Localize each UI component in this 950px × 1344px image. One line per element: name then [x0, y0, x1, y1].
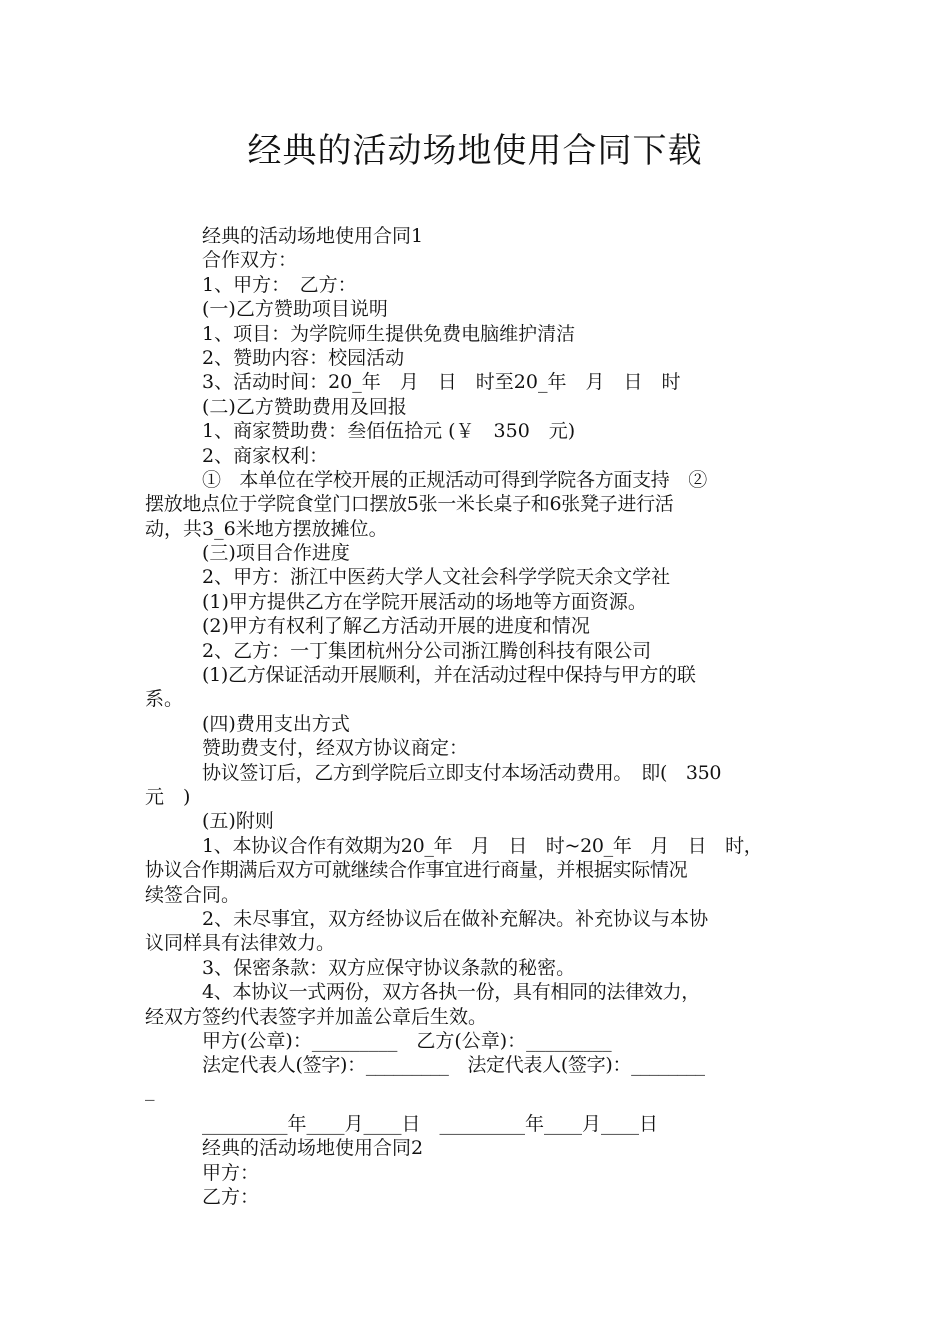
- paragraph-line: 动，共3_6米地方摆放摊位。: [145, 517, 388, 540]
- paragraph-line: 经双方签约代表签字并加盖公章后生效。: [145, 1005, 488, 1028]
- paragraph-line: (三)项目合作进度: [202, 542, 350, 565]
- paragraph-line: 1、商家赞助费：叁佰伍拾元 (￥ 350 元): [202, 420, 576, 443]
- paragraph-line: 续签合同。: [145, 883, 241, 906]
- section-heading: 经典的活动场地使用合同2: [202, 1137, 424, 1160]
- paragraph-line: 元 ): [145, 785, 191, 808]
- signature-line: 法定代表人(签字)：_________ 法定代表人(签字)：________: [202, 1054, 705, 1077]
- paragraph-line: (1)乙方保证活动开展顺利，并在活动过程中保持与甲方的联: [202, 664, 696, 687]
- paragraph-line: 协议合作期满后双方可就继续合作事宜进行商量，并根据实际情况: [145, 859, 688, 882]
- paragraph-line: ① 本单位在学校开展的正规活动可得到学院各方面支持 ②: [202, 468, 707, 491]
- paragraph-line: 摆放地点位于学院食堂门口摆放5张一米长桌子和6张凳子进行活: [145, 493, 674, 516]
- paragraph-line: (四)费用支出方式: [202, 712, 350, 735]
- paragraph-line: (二)乙方赞助费用及回报: [202, 395, 407, 418]
- paragraph-line: 3、保密条款：双方应保守协议条款的秘密。: [202, 956, 576, 979]
- paragraph-line: 2、未尽事宜，双方经协议后在做补充解决。补充协议与本协: [202, 907, 709, 930]
- paragraph-line: 议同样具有法律效力。: [145, 932, 336, 955]
- paragraph-line: (2)甲方有权利了解乙方活动开展的进度和情况: [202, 615, 590, 638]
- paragraph-line: 1、甲方： 乙方：: [202, 273, 357, 296]
- paragraph-line: 赞助费支付，经双方协议商定：: [202, 737, 469, 760]
- section-heading: 经典的活动场地使用合同1: [202, 225, 424, 247]
- paragraph-line: 2、商家权利：: [202, 444, 329, 467]
- paragraph-line: 3、活动时间：20_年 月 日 时至20_年 月 日 时: [202, 371, 681, 394]
- paragraph-line: 1、项目：为学院师生提供免费电脑维护清洁: [202, 322, 576, 345]
- document-title: 经典的活动场地使用合同下载: [247, 131, 703, 171]
- paragraph-line: (一)乙方赞助项目说明: [202, 298, 388, 321]
- signature-line: _: [145, 1078, 155, 1101]
- signature-line: 甲方(公章)：_________ 乙方(公章)：_________: [202, 1029, 612, 1052]
- document-body: [145, 224, 805, 1210]
- paragraph-line: 1、本协议合作有效期为20_年 月 日 时~20_年 月 日 时，: [202, 834, 763, 857]
- paragraph-line: (五)附则: [202, 810, 274, 833]
- date-line: _________年____月____日 _________年____月____日: [202, 1113, 659, 1136]
- paragraph-line: 乙方：: [202, 1186, 260, 1209]
- paragraph-line: 2、乙方：一丁集团杭州分公司浙江腾创科技有限公司: [202, 639, 652, 662]
- paragraph-line: 协议签订后，乙方到学院后立即支付本场活动费用。 即( 350: [202, 761, 722, 784]
- paragraph-line: 4、本协议一式两份，双方各执一份，具有相同的法律效力，: [202, 981, 700, 1004]
- paragraph-line: 合作双方：: [202, 249, 298, 272]
- paragraph-line: 系。: [145, 688, 184, 711]
- paragraph-line: (1)甲方提供乙方在学院开展活动的场地等方面资源。: [202, 590, 647, 613]
- paragraph-line: 2、赞助内容：校园活动: [202, 346, 405, 369]
- paragraph-line: 甲方：: [202, 1161, 260, 1184]
- paragraph-line: 2、甲方：浙江中医药大学人文社会科学学院天余文学社: [202, 566, 671, 589]
